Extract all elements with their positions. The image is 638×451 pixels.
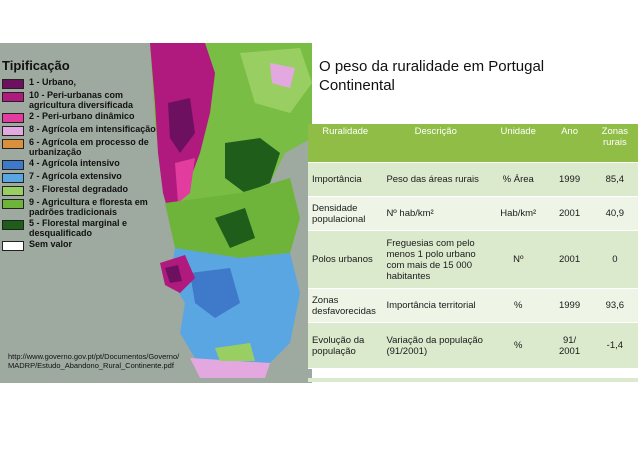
header-ruralidade: Ruralidade bbox=[308, 124, 382, 163]
title-line: O peso da ruralidade em Portugal bbox=[319, 58, 545, 75]
legend-label: 3 - Florestal degradado bbox=[29, 184, 129, 194]
header-ano: Ano bbox=[547, 124, 591, 163]
source-line: MADRP/Estudo_Abandono_Rural_Continente.pdf bbox=[8, 361, 174, 370]
cell-descricao: Peso das áreas rurais bbox=[382, 163, 489, 197]
cell-descricao: Nº hab/km² bbox=[382, 197, 489, 231]
cell-ano: 2001 bbox=[547, 197, 591, 231]
legend-item bbox=[2, 239, 172, 251]
table-row bbox=[308, 197, 638, 231]
legend-label: 6 - Agrícola em processo de urbanização bbox=[29, 137, 149, 157]
legend-item bbox=[2, 171, 172, 183]
cell-zonas: -1,4 bbox=[592, 323, 638, 369]
table-row bbox=[308, 163, 638, 197]
legend-swatch bbox=[2, 199, 24, 209]
legend-swatch bbox=[2, 220, 24, 230]
legend-label: Sem valor bbox=[29, 239, 73, 249]
header-descricao: Descrição bbox=[382, 124, 489, 163]
legend-label: 2 - Peri-urbano dinâmico bbox=[29, 111, 135, 121]
cell-unidade: % bbox=[489, 323, 547, 369]
legend-label: 5 - Florestal marginal e desqualificado bbox=[29, 218, 128, 238]
legend-item bbox=[2, 111, 172, 123]
legend-label: 10 - Peri-urbanas com agricultura diversificada bbox=[29, 90, 134, 110]
cell-unidade: Hab/km² bbox=[489, 197, 547, 231]
table-row bbox=[308, 289, 638, 323]
legend-item bbox=[2, 197, 172, 217]
legend-swatch bbox=[2, 160, 24, 170]
legend-label: 8 - Agrícola em intensificação bbox=[29, 124, 156, 134]
title-line: Continental bbox=[319, 77, 395, 94]
legend-item bbox=[2, 184, 172, 196]
cell-ano: 91/ 2001 bbox=[547, 323, 591, 369]
cell-unidade: % bbox=[489, 289, 547, 323]
table-bottom-band bbox=[308, 378, 638, 382]
legend-swatch bbox=[2, 92, 24, 102]
table-row bbox=[308, 323, 638, 369]
legend-swatch bbox=[2, 113, 24, 123]
cell-ano: 1999 bbox=[547, 163, 591, 197]
legend-swatch bbox=[2, 139, 24, 149]
header-zonas: Zonas rurais bbox=[592, 124, 638, 163]
cell-ruralidade: Importância bbox=[308, 163, 382, 197]
table-row bbox=[308, 231, 638, 289]
table-header-row bbox=[308, 124, 638, 163]
header-unidade: Unidade bbox=[489, 124, 547, 163]
cell-descricao: Variação da população (91/2001) bbox=[382, 323, 489, 369]
cell-ruralidade: Densidade populacional bbox=[308, 197, 382, 231]
cell-zonas: 0 bbox=[592, 231, 638, 289]
cell-ano: 1999 bbox=[547, 289, 591, 323]
legend-label: 9 - Agricultura e floresta em padrões tradicionais bbox=[29, 197, 148, 217]
legend-label: 7 - Agrícola extensivo bbox=[29, 171, 122, 181]
legend-label: 4 - Agrícola intensivo bbox=[29, 158, 120, 168]
cell-ruralidade: Evolução da população bbox=[308, 323, 382, 369]
legend-swatch bbox=[2, 173, 24, 183]
legend-title: Tipificação bbox=[2, 58, 70, 73]
source-citation bbox=[8, 352, 218, 370]
cell-unidade: % Área bbox=[489, 163, 547, 197]
cell-zonas: 40,9 bbox=[592, 197, 638, 231]
legend-item bbox=[2, 158, 172, 170]
cell-descricao: Freguesias com pelo menos 1 polo urbano com mais de 15 000 habitantes bbox=[382, 231, 489, 289]
map-legend bbox=[2, 58, 172, 252]
legend-swatch bbox=[2, 186, 24, 196]
source-line: http://www.governo.gov.pt/pt/Documentos/Governo/ bbox=[8, 352, 180, 361]
cell-descricao: Importância territorial bbox=[382, 289, 489, 323]
cell-ano: 2001 bbox=[547, 231, 591, 289]
rurality-table bbox=[308, 124, 638, 369]
legend-item bbox=[2, 90, 172, 110]
slide-title bbox=[319, 57, 619, 95]
cell-ruralidade: Zonas desfavorecidas bbox=[308, 289, 382, 323]
cell-ruralidade: Polos urbanos bbox=[308, 231, 382, 289]
cell-zonas: 85,4 bbox=[592, 163, 638, 197]
legend-item bbox=[2, 137, 172, 157]
cell-unidade: Nº bbox=[489, 231, 547, 289]
legend-swatch bbox=[2, 126, 24, 136]
legend-item bbox=[2, 77, 172, 89]
legend-label: 1 - Urbano, bbox=[29, 77, 77, 87]
legend-item bbox=[2, 218, 172, 238]
cell-zonas: 93,6 bbox=[592, 289, 638, 323]
legend-swatch bbox=[2, 241, 24, 251]
legend-swatch bbox=[2, 79, 24, 89]
legend-item bbox=[2, 124, 172, 136]
